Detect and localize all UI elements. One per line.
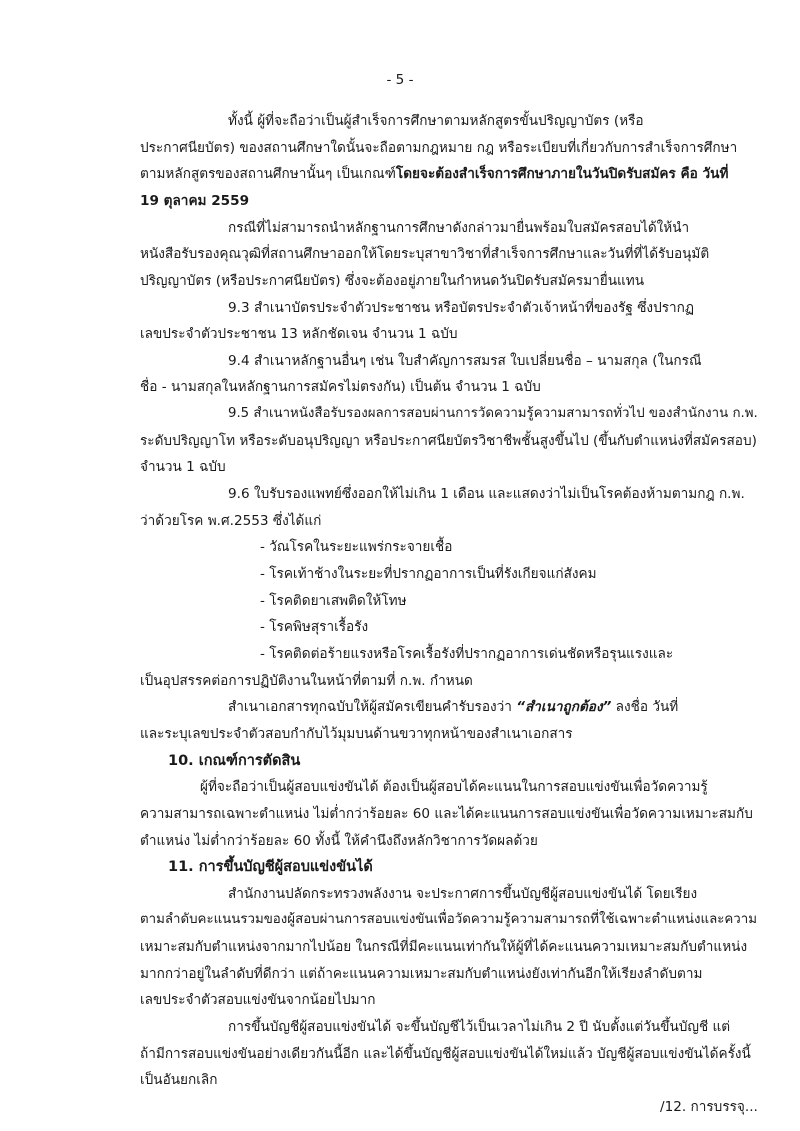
para1-line3-normal: ตามหลักสูตรของสถานศึกษานั้นๆ เป็นเกณฑ์	[140, 166, 396, 182]
section-11-p1-line2: ตามลำดับคะแนนรวมของผู้สอบผ่านการสอบแข่งขันเพื่อวัดความรู้ความสามารถที่ใช้เฉพาะตำแหน่งและความ	[140, 912, 757, 927]
para2-line2: หนังสือรับรองคุณวุฒิที่สถานศึกษาออกให้โดยระบุสาขาวิชาที่สำเร็จการศึกษาและวันที่ที่ได้รับอนุมัติ	[140, 246, 710, 262]
page-number: - 5 -	[386, 72, 414, 88]
item-9-5-line3: จำนวน 1 ฉบับ	[140, 459, 226, 475]
disease-list-item: - โรคพิษสุราเรื้อรัง	[260, 619, 369, 635]
section-11-p1-line3: เหมาะสมกับตำแหน่งจากมากไปน้อย ในกรณีที่มีคะแนนเท่ากันให้ผู้ที่ได้คะแนนความเหมาะสมกับตำแหน่ง	[140, 939, 748, 955]
certified-copy-phrase: “สำเนาถูกต้อง”	[516, 699, 612, 715]
section-11-p1-line5: เลขประจำตัวสอบแข่งขันจากน้อยไปมาก	[140, 992, 376, 1008]
section-10-line1: ผู้ที่จะถือว่าเป็นผู้สอบแข่งขันได้ ต้องเป็นผู้สอบได้คะแนนในการสอบแข่งขันเพื่อวัดความรู้	[200, 779, 708, 795]
section-10-line3: ตำแหน่ง ไม่ต่ำกว่าร้อยละ 60 ทั้งนี้ ให้คำนึงถึงหลักวิชาการวัดผลด้วย	[140, 833, 538, 849]
para1-line1: ทั้งนี้ ผู้ที่จะถือว่าเป็นผู้สำเร็จการศึกษาตามหลักสูตรขั้นปริญญาบัตร (หรือ	[228, 113, 644, 129]
disease-list-continuation: เป็นอุปสรรคต่อการปฏิบัติงานในหน้าที่ตามที่ ก.พ. กำหนด	[140, 673, 473, 689]
para2-line1: กรณีที่ไม่สามารถนำหลักฐานการศึกษาดังกล่าวมายื่นพร้อมใบสมัครสอบได้ให้นำ	[228, 220, 690, 236]
item-9-5-line2: ระดับปริญญาโท หรือระดับอนุปริญญา หรือประกาศนียบัตรวิชาชีพชั้นสูงขึ้นไป (ขึ้นกับตำแหน่งที่สมัครสอบ)	[140, 433, 757, 449]
section-10-heading: 10. เกณฑ์การตัดสิน	[168, 753, 301, 769]
section-11-p2-line2: ถ้ามีการสอบแข่งขันอย่างเดียวกันนี้อีก และได้ขึ้นบัญชีผู้สอบแข่งขันได้ใหม่แล้ว บัญชีผู้สอบแข่งขันได้ครั้งนี้	[140, 1046, 751, 1062]
item-9-6-line2: ว่าด้วยโรค พ.ศ.2553 ซึ่งได้แก่	[140, 513, 322, 529]
item-9-3-line1: 9.3 สำเนาบัตรประจำตัวประชาชน หรือบัตรประจำตัวเจ้าหน้าที่ของรัฐ ซึ่งปรากฏ	[228, 300, 694, 316]
item-9-4-line2: ชื่อ - นามสกุลในหลักฐานการสมัครไม่ตรงกัน) เป็นต้น จำนวน 1 ฉบับ	[140, 379, 541, 395]
disease-list-item: - โรคติดต่อร้ายแรงหรือโรคเรื้อรังที่ปรากฏอาการเด่นชัดหรือรุนแรงและ	[260, 646, 674, 662]
closing-date: 19 ตุลาคม 2559	[140, 193, 250, 209]
certify-line1	[228, 698, 678, 716]
item-9-6-line1: 9.6 ใบรับรองแพทย์ซึ่งออกให้ไม่เกิน 1 เดือน และแสดงว่าไม่เป็นโรคต้องห้ามตามกฎ ก.พ.	[228, 486, 745, 502]
para1-line3-bold: โดยจะต้องสำเร็จการศึกษาภายในวันปิดรับสมัคร คือ วันที่	[395, 166, 729, 182]
disease-list-item: - โรคติดยาเสพติดให้โทษ	[260, 593, 407, 609]
section-11-p1-line1: สำนักงานปลัดกระทรวงพลังงาน จะประกาศการขึ้นบัญชีผู้สอบแข่งขันได้ โดยเรียง	[228, 886, 698, 902]
section-10-line2: ความสามารถเฉพาะตำแหน่ง ไม่ต่ำกว่าร้อยละ 60 และได้คะแนนการสอบแข่งขันเพื่อวัดความเหมาะสมกับ	[140, 806, 753, 822]
disease-list-item: - โรคเท้าช้างในระยะที่ปรากฏอาการเป็นที่รังเกียจแก่สังคม	[260, 566, 597, 582]
para1-line3	[140, 165, 728, 183]
item-9-4-line1: 9.4 สำเนาหลักฐานอื่นๆ เช่น ใบสำคัญการสมรส ใบเปลี่ยนชื่อ – นามสกุล (ในกรณี	[228, 353, 702, 369]
para2-line3: ปริญญาบัตร (หรือประกาศนียบัตร) ซึ่งจะต้องอยู่ภายในกำหนดวันปิดรับสมัครมายื่นแทน	[140, 273, 645, 289]
section-11-p2-line3: เป็นอันยกเลิก	[140, 1072, 218, 1088]
para1-line2: ประกาศนียบัตร) ของสถานศึกษาใดนั้นจะถือตามกฎหมาย กฎ หรือระเบียบที่เกี่ยวกับการสำเร็จการศึกษา	[140, 140, 738, 156]
disease-list-item: - วัณโรคในระยะแพร่กระจายเชื้อ	[260, 539, 453, 555]
section-11-heading: 11. การขึ้นบัญชีผู้สอบแข่งขันได้	[168, 859, 373, 875]
item-9-5-line1: 9.5 สำเนาหนังสือรับรองผลการสอบผ่านการวัดความรู้ความสามารถทั่วไป ของสำนักงาน ก.พ.	[228, 406, 758, 421]
item-9-3-line2: เลขประจำตัวประชาชน 13 หลักชัดเจน จำนวน 1 ฉบับ	[140, 326, 458, 342]
certify-text-a: สำเนาเอกสารทุกฉบับให้ผู้สมัครเขียนคำรับรองว่า	[228, 699, 517, 715]
section-11-p1-line4: มากกว่าอยู่ในลำดับที่ดีกว่า แต่ถ้าคะแนนความเหมาะสมกับตำแหน่งยังเท่ากันอีกให้เรียงลำดับตาม	[140, 966, 703, 982]
continuation-marker: /12. การบรรจุ...	[660, 1099, 758, 1115]
certify-line2: และระบุเลขประจำตัวสอบกำกับไว้มุมบนด้านขวาทุกหน้าของสำเนาเอกสาร	[140, 726, 573, 742]
section-11-p2-line1: การขึ้นบัญชีผู้สอบแข่งขันได้ จะขึ้นบัญชีไว้เป็นเวลาไม่เกิน 2 ปี นับตั้งแต่วันขึ้นบัญชี แต่	[228, 1019, 731, 1035]
certify-text-c: ลงชื่อ วันที่	[611, 699, 679, 715]
